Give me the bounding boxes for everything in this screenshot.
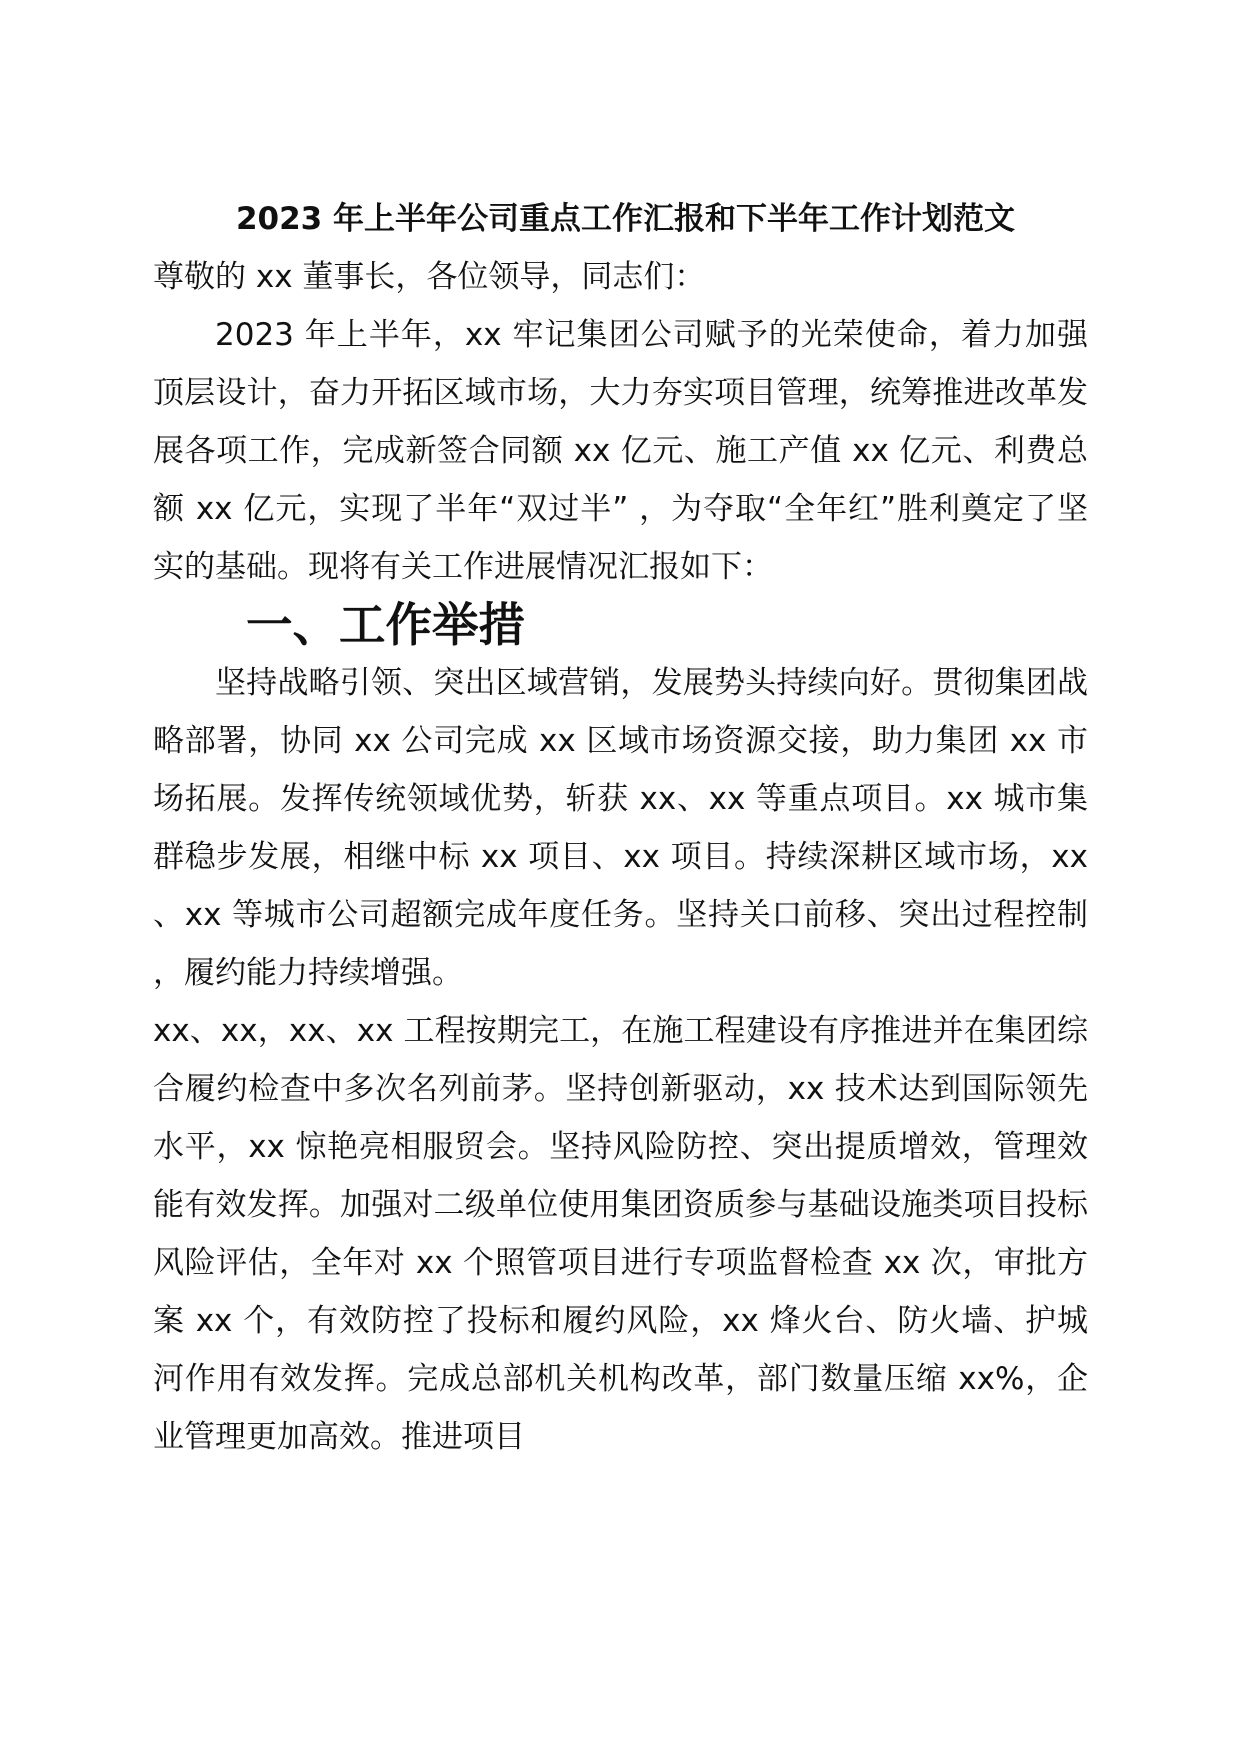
salutation: 尊敬的 xx 董事长，各位领导，同志们：	[153, 259, 706, 295]
work-measures-paragraph-1: 坚持战略引领、突出区域营销，发展势头持续向好。贯彻集团战略部署，协同 xx 公司完成 xx 区域市场资源交接，助力集团 xx 市场拓展。发挥传统领域优势，斩获 xx、xx 等重点项目。xx 城市集群稳步发展，相继中标 xx 项目、xx 项目。持续深耕区域市场，xx、xx 等城市公司超额完成年度任务。坚持关口前移、突出过程控制，履约能力持续增强。	[153, 665, 1088, 991]
intro-paragraph: 2023 年上半年，xx 牢记集团公司赋予的光荣使命，着力加强顶层设计，奋力开拓区域市场，大力夯实项目管理，统筹推进改革发展各项工作，完成新签合同额 xx 亿元、施工产值 xx 亿元、利费总额 xx 亿元，实现了半年“双过半” ，为夺取“全年红”胜利奠定了坚实的基础。现将有关工作进展情况汇报如下：	[153, 317, 1088, 585]
document-body	[153, 190, 1088, 1466]
work-measures-paragraph-2: xx、xx，xx、xx 工程按期完工，在施工程建设有序推进并在集团综合履约检查中多次名列前茅。坚持创新驱动，xx 技术达到国际领先水平，xx 惊艳亮相服贸会。坚持风险防控、突出提质增效，管理效能有效发挥。加强对二级单位使用集团资质参与基础设施类项目投标风险评估，全年对 xx 个照管项目进行专项监督检查 xx 次，审批方案 xx 个，有效防控了投标和履约风险，xx 烽火台、防火墙、护城河作用有效发挥。完成总部机关机构改革，部门数量压缩 xx%，企业管理更加高效。推进项目	[153, 1013, 1088, 1455]
section-heading-work-measures: 一、工作举措	[246, 598, 525, 652]
document-title: 2023 年上半年公司重点工作汇报和下半年工作计划范文	[235, 201, 1016, 237]
